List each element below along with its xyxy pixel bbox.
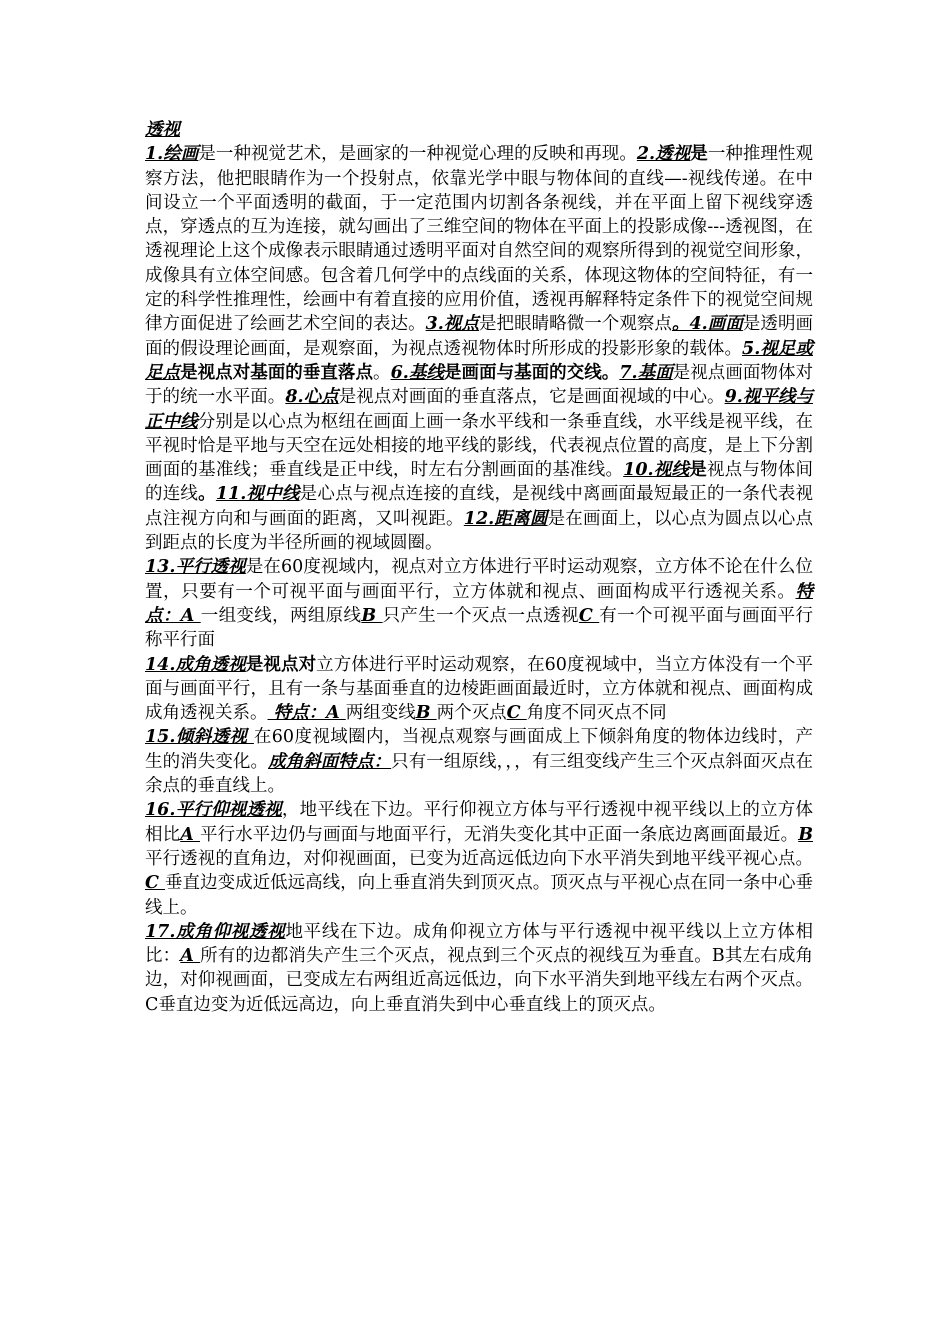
feature-b-label: B (798, 824, 814, 845)
feature-b-label: B (361, 605, 383, 626)
def-6-bold: 是画面与基面的交线。 (443, 362, 620, 383)
title-text: 透视 (145, 120, 180, 140)
def-2-bold: 是 (690, 144, 708, 165)
def-15: 在60度视域圈内，当视点观察与画面成上下倾斜角度的物体边线时，产生的消失变化。 (145, 727, 813, 772)
term-1: 1.绘画 (145, 144, 199, 165)
feature-c-label: C (506, 703, 527, 724)
feature-b-text: 平行透视的直角边，对仰视画面，已变为近高远低边向下水平消失到地平线平视心点。 (145, 848, 813, 869)
paragraph-angular-upward-perspective (145, 920, 813, 1017)
term-17: 17.成角仰视透视 (145, 921, 286, 942)
feature-c-text: 角度不同灭点不同 (526, 703, 667, 724)
paragraph-parallel-upward-perspective (145, 798, 813, 919)
term-9: 9.视平线与正中线 (145, 387, 813, 432)
def-5-bold: 是视点对基面的垂直落点 (180, 362, 374, 383)
def-1: 是一种视觉艺术，是画家的一种视觉心理的反映和再现。 (198, 144, 637, 165)
feature-a-text: 两组变线 (345, 703, 416, 724)
def-10-bold: 是 (689, 460, 707, 481)
feature-c-label: C (578, 605, 600, 626)
def-10-bold-end: 。 (198, 484, 216, 505)
def-3: 是把眼睛略微一个观察点 (479, 314, 672, 335)
def-12: 是在画面上，以心点为圆点以心点到距点的长度为半径所画的视域圆圈。 (145, 508, 814, 554)
feature-a-text: 所有的边都消失产生三个灭点，视点到三个灭点的视线互为垂直。B其左右成角边，对仰视画面，已变成左右两组近高远低边，向下水平消失到地平线左右两个灭点。C垂直边变为近低远高边，向上垂直消失到中心垂直线上的顶灭点。 (145, 946, 814, 1015)
def-5: 。 (373, 362, 391, 383)
features-label: 特点：A (267, 703, 346, 724)
def-13: 是在60度视域内，视点对立方体进行平时运动观察，立方体不论在什么位置，只要有一个可视平面与画面平行，立方体就和视点、画面构成平行透视关系。 (145, 557, 813, 602)
paragraph-definitions (145, 142, 813, 555)
def-14: 立方体进行平时运动观察，在60度视域中，当立方体没有一个平面与画面平行，且有一条与基面垂直的边棱距画面最近时，立方体就和视点、画面构成成角透视关系。 (145, 654, 813, 724)
term-12: 12.距离圆 (463, 508, 548, 529)
feature-b-label: B (415, 703, 437, 724)
features-label: 成角斜面特点： (268, 751, 392, 772)
term-7: 7.基面 (619, 362, 673, 383)
def-9: 分别是以心点为枢纽在画面上画一条水平线和一条垂直线，水平线是视平线，在平视时恰是平地与天空在远处相接的地平线的影线，代表视点位置的高度，是上下分割画面的基准线；垂直线是正中线，时左右分割画面的基准线。 (145, 411, 814, 481)
paragraph-parallel-perspective (145, 555, 813, 652)
document-title (145, 118, 813, 142)
term-11: 11.视中线 (215, 484, 300, 505)
paragraph-oblique-perspective (145, 725, 813, 798)
feature-a-label: A (180, 946, 201, 967)
term-8: 8.心点 (285, 387, 339, 408)
def-11: 是心点与视点连接的直线，是视线中离画面最短最正的一条代表视点注视方向和与画面的距离，又叫视距。 (145, 484, 814, 529)
feature-c-text: 垂直边变成近低远高线，向上垂直消失到顶灭点。顶灭点与平视心点在同一条中心垂线上。 (145, 873, 814, 918)
def-16: ，地平线在下边。平行仰视立方体与平行透视中视平线以上的立方体相比 (145, 800, 813, 845)
term-16: 16.平行仰视透视 (145, 800, 282, 821)
term-10: 10.视线 (623, 460, 690, 481)
document-body (145, 118, 813, 1017)
feature-c-label: C (145, 873, 166, 894)
feature-b-text: 只产生一个灭点一点透视 (382, 605, 579, 626)
term-13: 13.平行透视 (145, 557, 246, 578)
term-15: 15.倾斜透视 (145, 727, 254, 748)
feature-b-text: 两个灭点 (436, 703, 507, 724)
features-label: 特点：A (145, 581, 813, 626)
term-14: 14.成角透视 (145, 654, 246, 675)
feature-text: 只有一组原线，，，有三组变线产生三个灭点斜面灭点在余点的垂直线上。 (145, 751, 814, 797)
feature-c-text: 有一个可视平面与画面平行称平行面 (145, 605, 814, 651)
def-17: 地平线在下边。成角仰视立方体与平行透视中视平线以上立方体相比： (145, 921, 814, 967)
def-2: 一种推理性观察方法，他把眼睛作为一个投射点，依靠光学中眼与物体间的直线—-视线传递。在中间设立一个平面透明的截面，于一定范围内切割各条视线，并在平面上留下视线穿透点，穿透点的互为连接，就勾画出了三维空间的物体在平面上的投影成像---透视图，在透视理论上这个成像表示眼睛通过透明平面对自然空间的观察所得到的视觉空间形象，成像具有立体空间感。包含着几何学中的点线面的关系，体现这物体的空间特征，有一定的科学性推理性，绘画中有着直接的应用价值，透视再解释特定条件下的视觉空间规律方面促进了绘画艺术空间的表达。 (145, 144, 814, 335)
term-4: 。4.画面 (671, 314, 743, 335)
def-7: 是视点画面物体对于的统一水平面。 (145, 362, 814, 408)
feature-a-text: 一组变线，两组原线 (200, 605, 362, 626)
term-6: 6.基线 (390, 362, 444, 383)
feature-a-text: 平行水平边仍与画面与地面平行，无消失变化其中正面一条底边离画面最近。 (199, 824, 799, 845)
def-10: 视点与物体间的连线 (145, 460, 814, 505)
def-14-bold: 是视点对 (245, 654, 317, 675)
term-5: 5.视足或足点 (145, 338, 813, 383)
term-3: 3.视点 (425, 314, 480, 335)
paragraph-angular-perspective (145, 653, 813, 726)
def-4: 是透明画面的假设理论画面，是观察面，为视点透视物体时所形成的投影形象的载体。 (145, 314, 814, 359)
def-8: 是视点对画面的垂直落点，它是画面视域的中心。 (338, 387, 725, 408)
term-2: 2.透视 (636, 144, 691, 165)
feature-a-label: A (180, 824, 200, 845)
